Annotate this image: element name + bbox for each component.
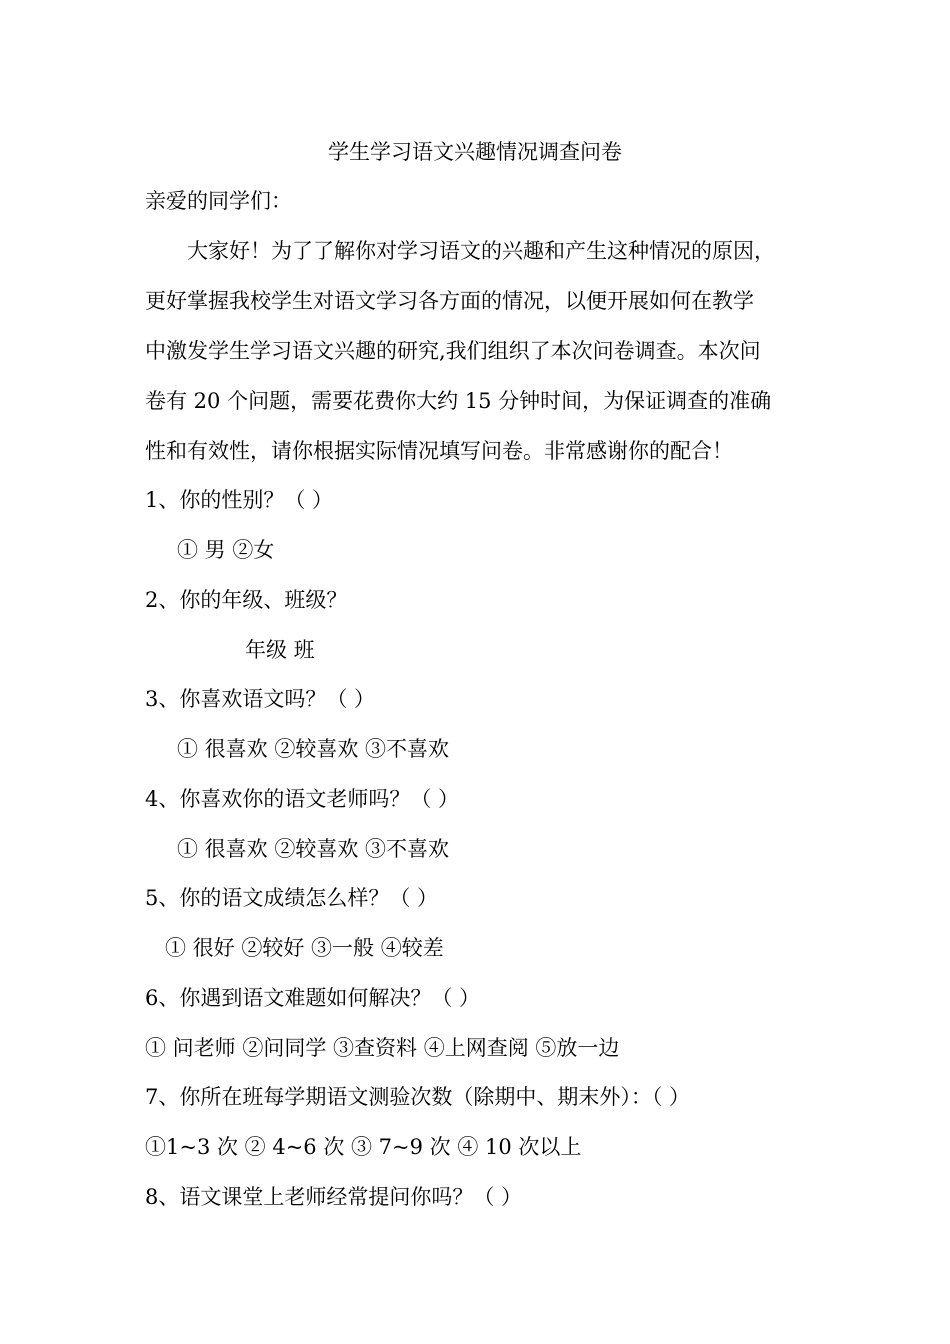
- document-title: 学生学习语文兴趣情况调查问卷: [328, 140, 622, 164]
- intro-line: 卷有 20 个问题，需要花费你大约 15 分钟时间，为保证调查的准确: [145, 389, 772, 413]
- question-5-options: ① 很好 ②较好 ③一般 ④较差: [165, 936, 444, 960]
- question-6: 6、你遇到语文难题如何解决？（ ）: [145, 986, 481, 1010]
- intro-line: 大家好！为了了解你对学习语文的兴趣和产生这种情况的原因，: [187, 239, 775, 263]
- question-5: 5、你的语文成绩怎么样？（ ）: [145, 886, 439, 910]
- question-7-options: ①1~3 次 ② 4~6 次 ③ 7~9 次 ④ 10 次以上: [145, 1135, 582, 1159]
- question-8: 8、语文课堂上老师经常提问你吗？（ ）: [145, 1185, 523, 1209]
- intro-line: 中激发学生学习语文兴趣的研究,我们组织了本次问卷调查。本次问: [145, 339, 761, 363]
- greeting: 亲爱的同学们：: [145, 189, 292, 213]
- question-6-options: ① 问老师 ②问同学 ③查资料 ④上网查阅 ⑤放一边: [145, 1036, 620, 1060]
- intro-line: 更好掌握我校学生对语文学习各方面的情况，以便开展如何在教学: [145, 289, 754, 313]
- question-2: 2、你的年级、班级？: [145, 588, 348, 612]
- intro-line: 性和有效性，请你根据实际情况填写问卷。非常感谢你的配合！: [145, 439, 733, 463]
- question-2-blanks: 年级 班: [245, 638, 315, 662]
- question-4: 4、你喜欢你的语文老师吗？（ ）: [145, 787, 460, 811]
- question-4-options: ① 很喜欢 ②较喜欢 ③不喜欢: [177, 837, 450, 861]
- question-3: 3、你喜欢语文吗？（ ）: [145, 687, 376, 711]
- question-7: 7、你所在班每学期语文测验次数（除期中、期末外）：（ ）: [145, 1085, 691, 1109]
- question-1-options: ① 男 ②女: [177, 538, 275, 562]
- question-3-options: ① 很喜欢 ②较喜欢 ③不喜欢: [177, 737, 450, 761]
- question-1: 1、你的性别？（ ）: [145, 488, 334, 512]
